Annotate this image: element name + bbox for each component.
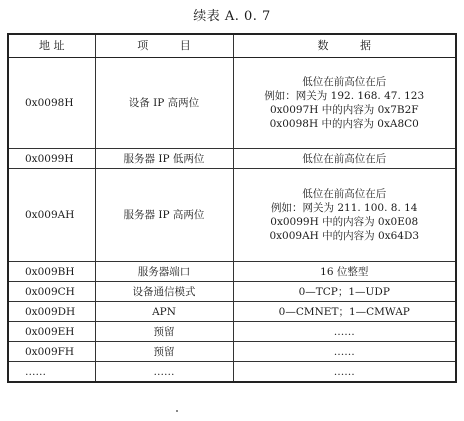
item-cell: 设备 IP 高两位 [95,58,233,149]
address-cell: 0x009DH [8,302,95,322]
address-cell: 0x009CH [8,282,95,302]
table-row [8,322,456,342]
table-row [8,58,456,149]
data-cell [233,149,456,169]
data-line: 低位在前高位在后 [302,152,387,165]
table-row [8,362,456,383]
data-line: …… [333,365,355,378]
data-cell [233,58,456,149]
column-header-item: 项 目 [95,34,233,58]
table-row [8,169,456,262]
data-line: 16 位整型 [320,265,369,278]
address-cell: 0x009BH [8,262,95,282]
item-cell: 设备通信模式 [95,282,233,302]
data-line: 0—CMNET；1—CMWAP [278,305,410,318]
address-cell: 0x0098H [8,58,95,149]
table-caption: 续表 A. 0. 7 [193,9,271,24]
item-cell: 服务器端口 [95,262,233,282]
address-cell: 0x009AH [8,169,95,262]
scan-speck [176,410,178,412]
table-row [8,262,456,282]
table-row [8,282,456,302]
table-header-row [8,34,456,58]
data-line: 0x009AH 中的内容为 0x64D3 [269,230,420,242]
table-row [8,149,456,169]
column-header-data: 数 据 [233,34,456,58]
data-cell [233,282,456,302]
column-header-address: 地 址 [8,34,95,58]
item-cell: 服务器 IP 高两位 [95,169,233,262]
register-table [7,33,457,383]
item-cell: 服务器 IP 低两位 [95,149,233,169]
item-cell: 预留 [95,342,233,362]
data-line: 低位在前高位在后 [302,188,387,200]
item-cell: …… [95,362,233,383]
data-cell [233,302,456,322]
table-row [8,302,456,322]
data-line: 例如：网关为 211. 100. 8. 14 [271,202,418,214]
address-cell: 0x0099H [8,149,95,169]
data-cell [233,169,456,262]
data-line: 低位在前高位在后 [302,76,387,88]
data-cell [233,322,456,342]
data-line: 例如：网关为 192. 168. 47. 123 [264,90,425,102]
data-line: 0x0099H 中的内容为 0x0E08 [270,216,419,228]
item-cell: APN [95,302,233,322]
data-line: 0x0097H 中的内容为 0x7B2F [269,104,419,116]
table-row [8,342,456,362]
address-cell: 0x009FH [8,342,95,362]
data-cell [233,362,456,383]
data-cell [233,342,456,362]
address-cell: 0x009EH [8,322,95,342]
data-line: …… [333,325,355,338]
data-line: …… [333,345,355,358]
item-cell: 预留 [95,322,233,342]
data-line: 0—TCP；1—UDP [298,285,390,298]
address-cell: …… [8,362,95,383]
data-line: 0x0098H 中的内容为 0xA8C0 [269,118,419,130]
data-cell [233,262,456,282]
